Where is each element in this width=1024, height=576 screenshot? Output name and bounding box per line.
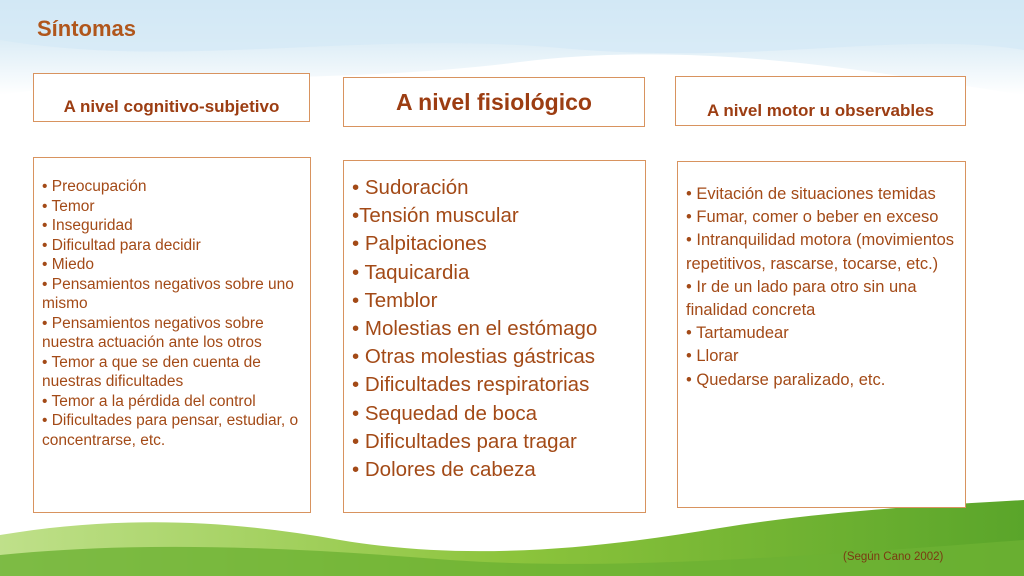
list-item: • Dificultades respiratorias <box>352 373 590 397</box>
list-item: • Pensamientos negativos sobre nuestra actuación ante los otros <box>42 314 264 351</box>
slide-title: Síntomas <box>37 16 137 41</box>
list-item: • Intranquilidad motora (movimientos repetitivos, rascarse, tocarse, etc.) <box>686 231 955 273</box>
list-item: • Sequedad de boca <box>352 401 538 425</box>
list-item: • Dificultades para pensar, estudiar, o concentrarse, etc. <box>42 412 299 449</box>
cognitive-symptoms-list <box>42 177 305 450</box>
list-item: • Molestias en el estómago <box>352 317 598 341</box>
cognitive-symptoms-box <box>33 157 311 513</box>
motor-symptoms-list <box>686 183 959 392</box>
heading-cognitive: A nivel cognitivo-subjetivo <box>33 73 310 122</box>
list-item: • Quedarse paralizado, etc. <box>686 370 886 389</box>
list-item: • Dificultades para tragar <box>352 429 577 453</box>
motor-symptoms-box <box>677 161 966 508</box>
source-citation: (Según Cano 2002) <box>843 551 944 563</box>
list-item: • Temor <box>42 197 95 215</box>
physiological-symptoms-list <box>352 174 639 484</box>
physiological-symptoms-box <box>343 160 646 513</box>
list-item: • Miedo <box>42 256 94 273</box>
list-item: • Temor a la pérdida del control <box>42 392 256 410</box>
list-item: • Preocupación <box>42 178 147 195</box>
list-item: •Tensión muscular <box>352 204 519 228</box>
list-item: • Tartamudear <box>686 324 789 343</box>
list-item: • Llorar <box>686 347 739 366</box>
list-item: • Pensamientos negativos sobre uno mismo <box>42 275 294 312</box>
heading-physiological: A nivel fisiológico <box>343 77 645 127</box>
list-item: • Taquicardia <box>352 260 470 284</box>
list-item: • Palpitaciones <box>352 232 487 256</box>
list-item: • Temor a que se den cuenta de nuestras dificultades <box>42 353 261 390</box>
list-item: • Sudoración <box>352 176 469 199</box>
list-item: • Ir de un lado para otro sin una finalidad concreta <box>686 277 917 320</box>
list-item: • Dolores de cabeza <box>352 458 536 482</box>
heading-motor: A nivel motor u observables <box>675 76 966 126</box>
list-item: • Fumar, comer o beber en exceso <box>686 208 939 227</box>
list-item: • Inseguridad <box>42 217 133 234</box>
list-item: • Otras molestias gástricas <box>352 345 595 369</box>
list-item: • Evitación de situaciones temidas <box>686 185 936 203</box>
list-item: • Temblor <box>352 288 438 312</box>
list-item: • Dificultad para decidir <box>42 236 201 254</box>
